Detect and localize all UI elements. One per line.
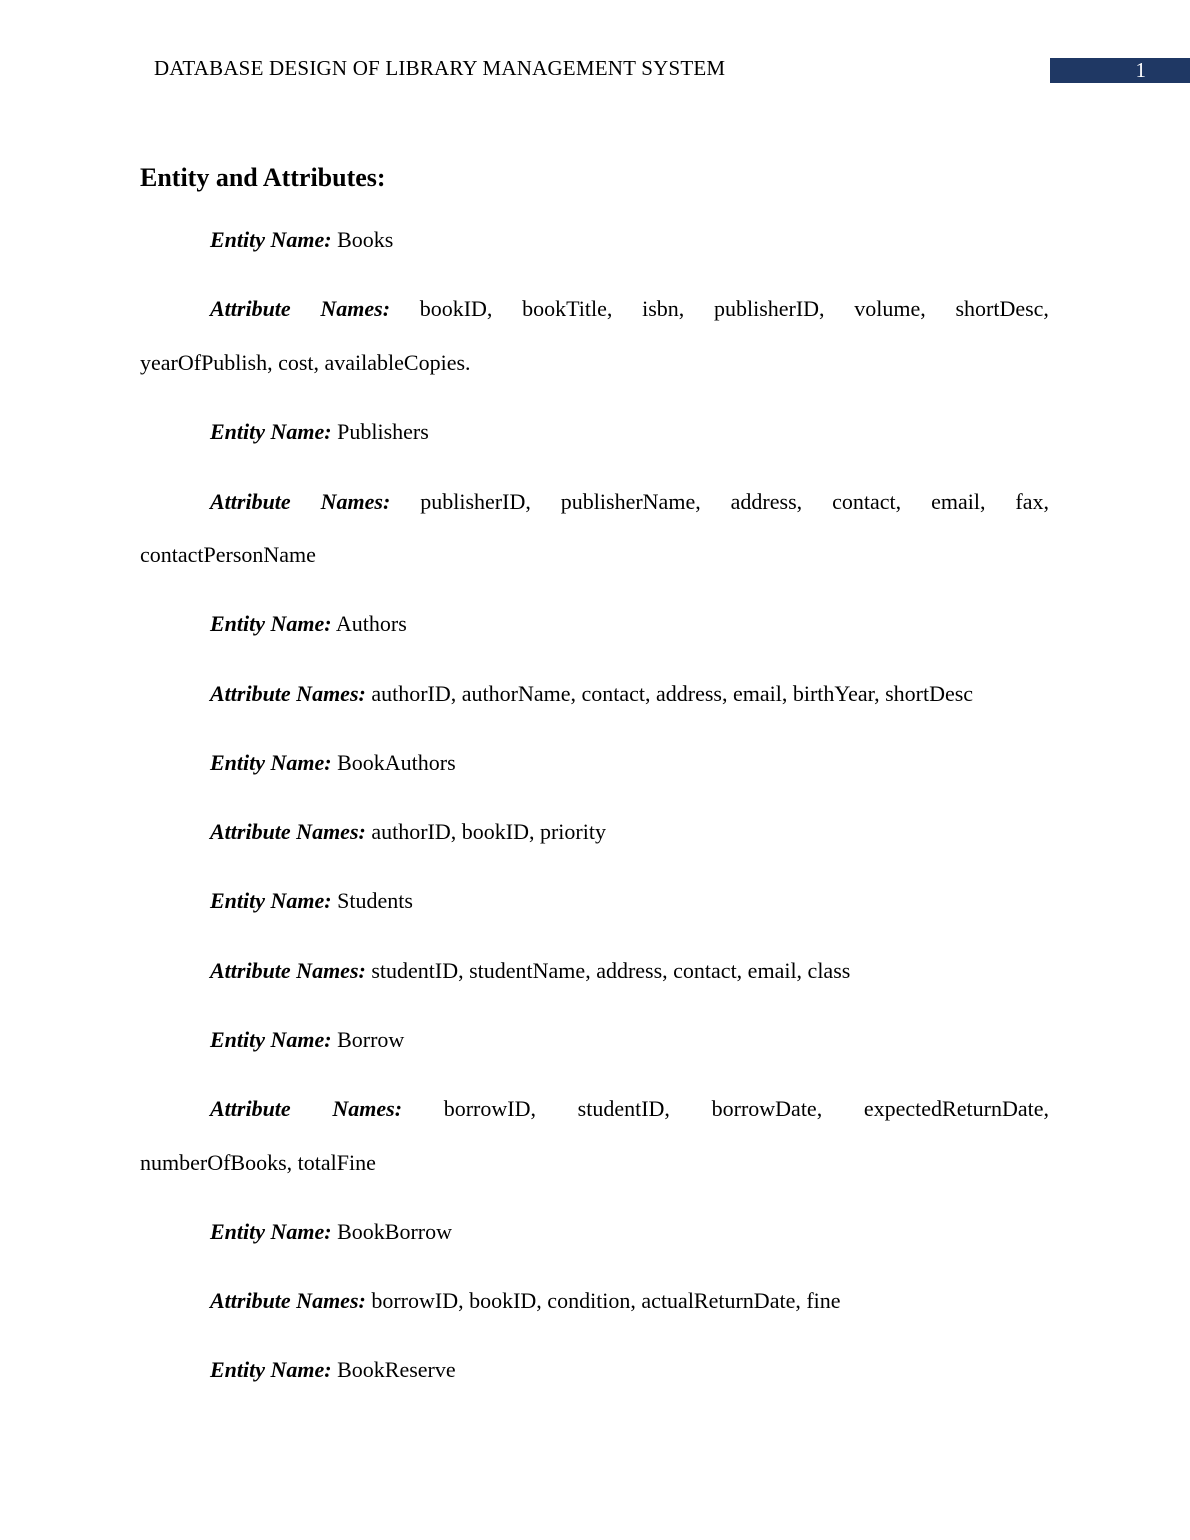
entity-label: Entity Name:	[210, 1357, 332, 1382]
attribute-names-borrow-line2: numberOfBooks, totalFine	[140, 1150, 376, 1175]
attribute-token: studentID,	[577, 1096, 670, 1121]
attribute-names-publishers-line2: contactPersonName	[140, 542, 316, 567]
attribute-list: borrowID, bookID, condition, actualReturnDate, fine	[371, 1288, 841, 1313]
entity-value: BookBorrow	[337, 1219, 452, 1244]
attribute-names-borrow-line1	[210, 1096, 1049, 1122]
attribute-names-bookborrow	[210, 1288, 841, 1314]
entity-label: Entity Name:	[210, 750, 332, 775]
attribute-label-word: Attribute	[210, 489, 291, 514]
attribute-token: publisherID,	[713, 296, 825, 321]
entity-name-bookreserve	[210, 1357, 456, 1383]
attribute-label-word: Names:	[332, 1096, 403, 1121]
attribute-token: email,	[931, 489, 986, 514]
entity-name-bookauthors	[210, 750, 456, 776]
running-header-title: DATABASE DESIGN OF LIBRARY MANAGEMENT SYSTEM	[154, 56, 726, 80]
attribute-names-books-line1	[210, 296, 1049, 322]
entity-value: Authors	[335, 611, 407, 636]
attribute-list: studentID, studentName, address, contact, email, class	[371, 958, 851, 983]
attribute-token: bookID,	[419, 296, 493, 321]
attribute-label-word: Names:	[320, 489, 391, 514]
entity-label: Entity Name:	[210, 227, 332, 252]
attribute-token: expectedReturnDate,	[863, 1096, 1049, 1121]
entity-name-authors	[210, 611, 407, 637]
attribute-token: borrowDate,	[711, 1096, 823, 1121]
attribute-token: isbn,	[642, 296, 685, 321]
entity-label: Entity Name:	[210, 1027, 332, 1052]
attribute-token: address,	[730, 489, 803, 514]
attribute-token: bookTitle,	[522, 296, 613, 321]
attribute-names-publishers-line1	[210, 489, 1049, 515]
attribute-token: contact,	[832, 489, 902, 514]
section-heading: Entity and Attributes:	[140, 163, 386, 192]
entity-name-students	[210, 888, 413, 914]
attribute-token: publisherID,	[420, 489, 531, 514]
entity-name-borrow	[210, 1027, 404, 1053]
entity-value: Borrow	[337, 1027, 405, 1052]
attribute-list: authorID, bookID, priority	[371, 819, 606, 844]
attribute-label: Attribute Names:	[210, 958, 366, 983]
page-number: 1	[1050, 58, 1190, 83]
attribute-names-students	[210, 958, 850, 984]
attribute-label: Attribute Names:	[210, 681, 366, 706]
entity-value: BookAuthors	[337, 750, 456, 775]
entity-name-bookborrow	[210, 1219, 452, 1245]
entity-label: Entity Name:	[210, 611, 332, 636]
entity-name-books	[210, 227, 393, 253]
entity-value: BookReserve	[337, 1357, 456, 1382]
entity-value: Books	[337, 227, 394, 252]
attribute-token: fax,	[1015, 489, 1049, 514]
entity-label: Entity Name:	[210, 888, 332, 913]
attribute-names-authors	[210, 681, 973, 707]
attribute-names-bookauthors	[210, 819, 606, 845]
attribute-label: Attribute Names:	[210, 819, 366, 844]
attribute-label-word: Names:	[320, 296, 391, 321]
entity-name-publishers	[210, 419, 429, 445]
entity-value: Publishers	[337, 419, 429, 444]
entity-label: Entity Name:	[210, 1219, 332, 1244]
attribute-label-word: Attribute	[210, 296, 291, 321]
entity-value: Students	[337, 888, 413, 913]
entity-label: Entity Name:	[210, 419, 332, 444]
attribute-list: authorID, authorName, contact, address, email, birthYear, shortDesc	[371, 681, 974, 706]
attribute-token: borrowID,	[443, 1096, 536, 1121]
attribute-token: shortDesc,	[955, 296, 1049, 321]
attribute-label: Attribute Names:	[210, 1288, 366, 1313]
attribute-token: volume,	[854, 296, 926, 321]
attribute-label-word: Attribute	[210, 1096, 291, 1121]
attribute-token: publisherName,	[560, 489, 701, 514]
attribute-names-books-line2: yearOfPublish, cost, availableCopies.	[140, 350, 471, 375]
